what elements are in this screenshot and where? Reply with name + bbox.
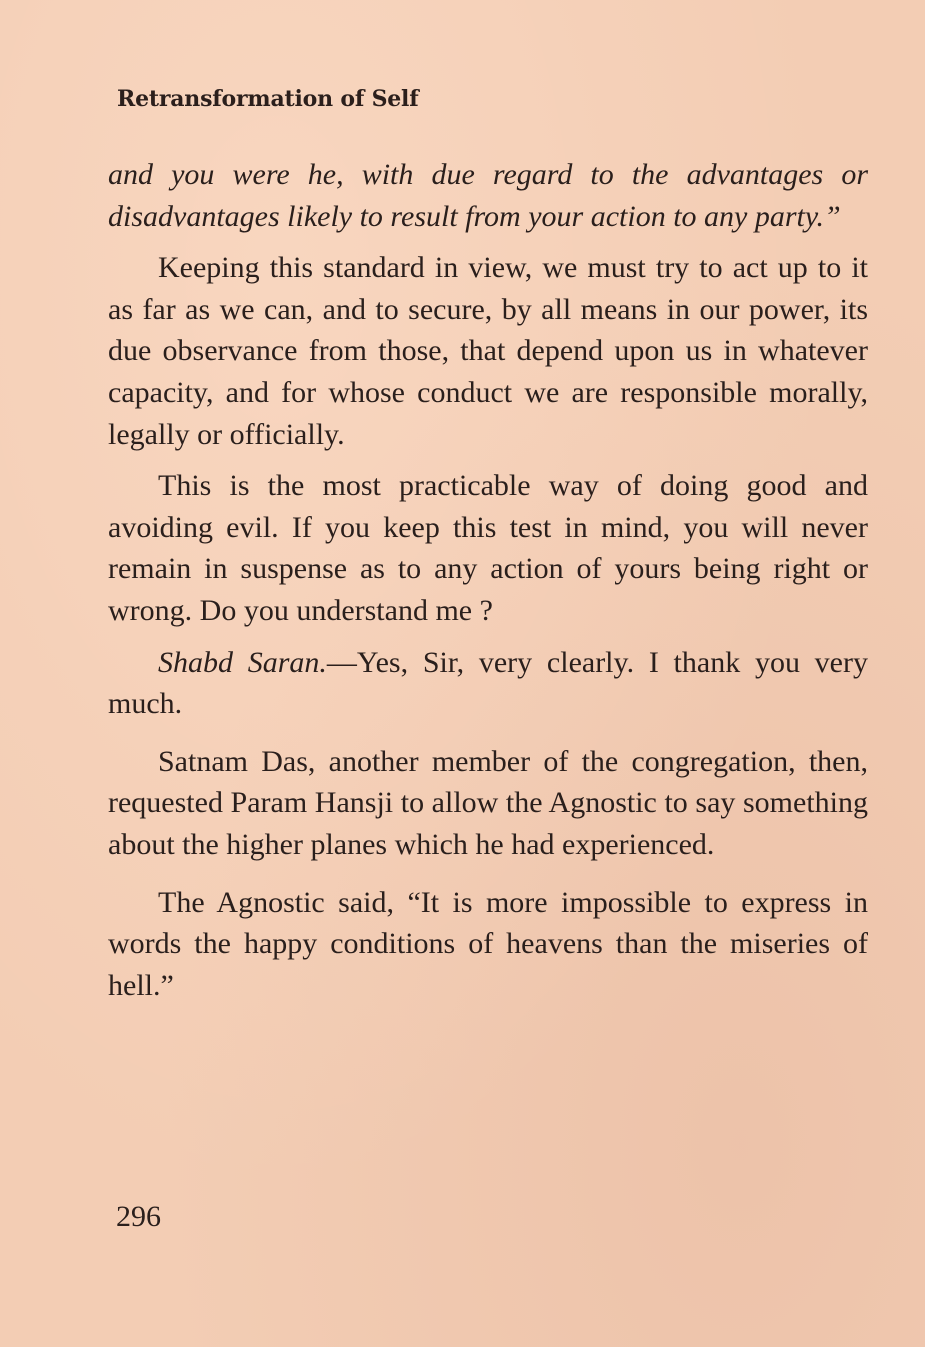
paragraph-practicable-way: This is the most practicable way of doing good and avoiding evil. If you keep this test in mind, you will never remain in suspense as to any action of yours being right or wrong. Do you understand me ? (108, 469, 868, 627)
page-number: 296 (116, 1200, 161, 1233)
paragraph-agnostic: The Agnostic said, “It is more impossible to express in words the happy conditions of heavens than the miseries of hell.” (108, 885, 868, 1002)
paragraph-satnam-das: Satnam Das, another member of the congregation, then, requested Param Hansji to allow the Agnostic to say something about the higher planes which he had experienced. (108, 744, 868, 861)
speaker-reply: —Yes, Sir, very clearly. I thank you very much. (108, 645, 868, 721)
running-head: Retransformation of Self (117, 86, 419, 112)
body-text (108, 154, 868, 1006)
paragraph-standard: Keeping this standard in view, we must try to act up to it as far as we can, and to secure, by all means in our power, its due observance from those, that depend upon us in whatever capacity, and for whose conduct we are responsible morally, legally or officially. (108, 251, 868, 451)
paragraph-shabd-saran (108, 642, 868, 725)
paragraph-continued-quote: and you were he, with due regard to the advantages or disadvantages likely to result from your action to any party.” (108, 158, 868, 233)
speaker-name: Shabd Saran. (158, 645, 327, 679)
